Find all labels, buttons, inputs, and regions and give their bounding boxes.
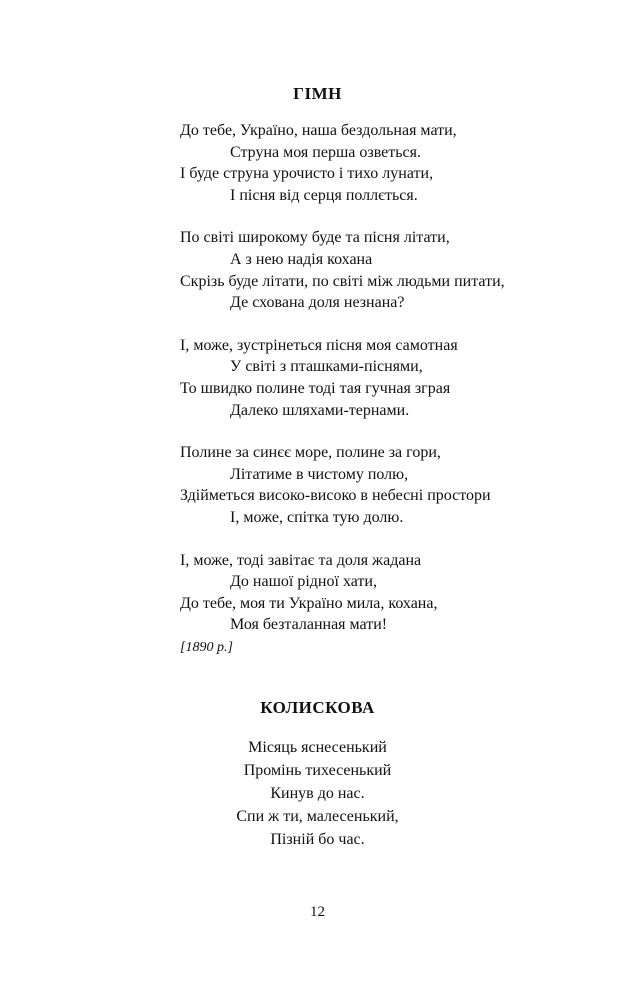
stanza [180, 120, 600, 206]
stanza [180, 550, 600, 636]
poem-line: Кинув до нас. [270, 785, 365, 802]
poem-line: Здійметься високо-високо в небесні простори [180, 487, 491, 505]
poem-line: Спи ж ти, малесенький, [236, 808, 399, 825]
poem-kolyskova [0, 736, 635, 851]
poem-line: До тебе, Україно, наша бездольная мати, [180, 122, 457, 139]
poem-line: У світі з пташками-піснями, [230, 358, 423, 376]
poem-line: До нашої рідної хати, [230, 573, 377, 591]
poem-line: І пісня від серця поллється. [230, 186, 418, 204]
poem-gimn [180, 120, 600, 657]
poem-line: Літатиме в чистому полю, [230, 465, 409, 483]
stanza [180, 227, 600, 313]
poem-line: То швидко полине тоді тая гучная зграя [180, 379, 451, 397]
poem-line: І, може, тоді завітає та доля жадана [180, 551, 422, 569]
poem-line: Місяць яснесенький [248, 739, 387, 756]
poem-line: Далеко шляхами-тернами. [230, 401, 410, 419]
poem-line: І, може, спітка тую долю. [230, 508, 404, 526]
poem-line: І буде струна урочисто і тихо лунати, [180, 165, 434, 183]
poem-title-gimn: ГІМН [293, 84, 342, 103]
poem-line: Де схована доля незнана? [230, 294, 405, 312]
poem-line: По світі широкому буде та пісня літати, [180, 229, 450, 247]
poem-line: Моя безталанная мати! [230, 616, 388, 634]
stanza [180, 442, 600, 528]
poem-line: Промінь тихесенький [243, 762, 392, 779]
poem-line: Струна моя перша озветься. [230, 143, 421, 161]
poem-line: Пізній бо час. [270, 831, 365, 848]
poem-line: І, може, зустрінеться пісня моя самотная [180, 336, 458, 354]
poem-line: Полине за синєє море, полине за гори, [180, 444, 441, 462]
page-number: 12 [310, 904, 325, 920]
poem-date: [1890 р.] [180, 640, 233, 655]
stanza [180, 335, 600, 421]
poem-title-kolyskova: КОЛИСКОВА [260, 698, 375, 717]
poem-line: А з нею надія кохана [230, 250, 373, 268]
poem-line: Скрізь буде літати, по світі між людьми питати, [180, 272, 505, 290]
poem-line: До тебе, моя ти Україно мила, кохана, [180, 594, 438, 612]
